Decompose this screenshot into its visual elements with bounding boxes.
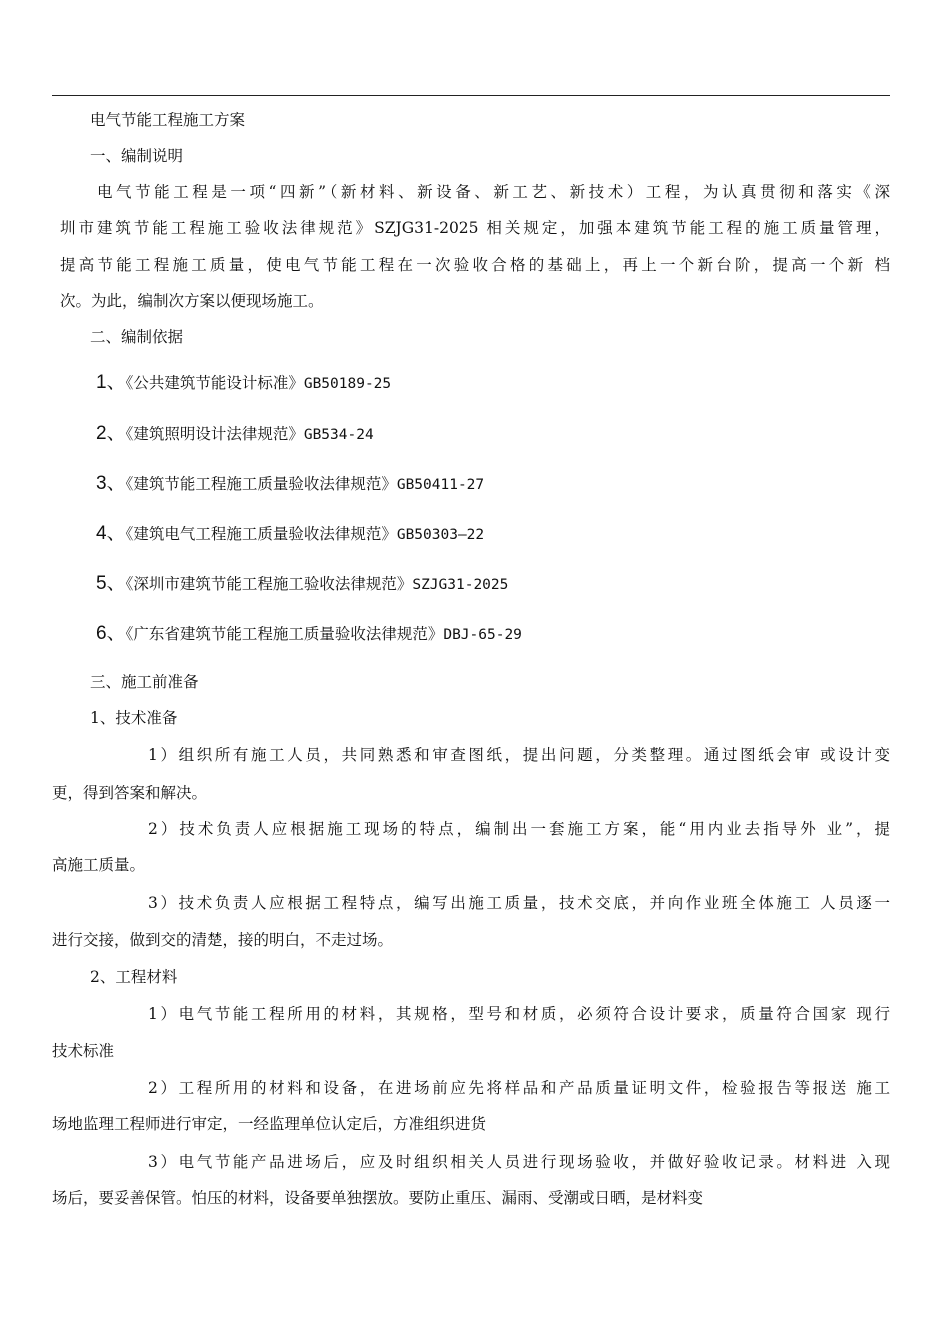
basis-item-title: 《建筑电气工程施工质量验收法律规范》 — [125, 525, 397, 543]
basis-item-code: GB50189-25 — [303, 376, 392, 392]
basis-item-code: DBJ-65-29 — [443, 627, 522, 643]
paragraph-line: 更，得到答案和解决。 — [52, 784, 208, 802]
basis-item-code: GB50411-27 — [396, 477, 485, 493]
basis-item-title: 《广东省建筑节能工程施工质量验收法律规范》 — [125, 625, 444, 643]
basis-item — [96, 574, 508, 595]
basis-item-title: 《建筑照明设计法律规范》 — [125, 425, 304, 443]
basis-item — [96, 524, 484, 545]
section-1-line-3: 提高节能工程施工质量，使电气节能工程在一次验收合格的基础上，再上一个新台阶，提高一个新 档 — [60, 256, 890, 274]
paragraph-line: 场地监理工程师进行审定，一经监理单位认定后，方准组织进货 — [52, 1115, 487, 1133]
paragraph-line: 高施工质量。 — [52, 856, 146, 874]
paragraph-line: 1）电气节能工程所用的材料，其规格，型号和材质，必须符合设计要求，质量符合国家 现行 — [148, 1005, 890, 1023]
paragraph-line: 2）工程所用的材料和设备，在进场前应先将样品和产品质量证明文件，检验报告等报送 施工 — [148, 1079, 890, 1097]
subsection-heading: 2、工程材料 — [90, 968, 178, 986]
section-3-heading: 三、施工前准备 — [90, 673, 199, 691]
section-1-line-2: 圳市建筑节能工程施工验收法律规范》SZJG31-2025 相关规定，加强本建筑节能工程的施工质量管理， — [60, 219, 890, 237]
paragraph-line: 3）电气节能产品进场后，应及时组织相关人员进行现场验收，并做好验收记录。材料进 入现 — [148, 1153, 890, 1171]
document-title: 电气节能工程施工方案 — [90, 111, 246, 129]
paragraph-line: 进行交接，做到交的清楚，接的明白，不走过场。 — [52, 931, 394, 949]
section-1-line-4: 次。为此，编制次方案以便现场施工。 — [60, 292, 324, 310]
subsection-heading: 1、技术准备 — [90, 709, 178, 727]
paragraph-line: 1）组织所有施工人员，共同熟悉和审查图纸，提出问题，分类整理。通过图纸会审 或设计变 — [148, 746, 890, 764]
basis-item-number: 4、 — [96, 523, 126, 544]
paragraph-line: 3）技术负责人应根据工程特点，编写出施工质量，技术交底，并向作业班全体施工 人员逐一 — [148, 894, 890, 912]
basis-item-title: 《建筑节能工程施工质量验收法律规范》 — [125, 475, 397, 493]
paragraph-line: 2）技术负责人应根据施工现场的特点，编制出一套施工方案，能“用内业去指导外 业”，提 — [148, 820, 890, 838]
basis-item-code: GB50303—22 — [396, 527, 485, 543]
section-1-line-1: 电气节能工程是一项“四新”（新材料、新设备、新工艺、新技术）工程，为认真贯彻和落实《深 — [97, 183, 890, 201]
basis-item-number: 6、 — [96, 623, 126, 644]
section-2-heading: 二、编制依据 — [90, 328, 184, 346]
basis-item-number: 1、 — [96, 372, 126, 393]
basis-item — [96, 474, 484, 495]
basis-item-number: 3、 — [96, 473, 126, 494]
basis-item-number: 5、 — [96, 573, 126, 594]
basis-item — [96, 373, 391, 394]
section-1-heading: 一、编制说明 — [90, 147, 184, 165]
paragraph-line: 技术标准 — [52, 1042, 115, 1060]
basis-item — [96, 624, 522, 645]
basis-item — [96, 424, 374, 445]
basis-item-title: 《公共建筑节能设计标准》 — [125, 374, 304, 392]
basis-item-title: 《深圳市建筑节能工程施工验收法律规范》 — [125, 575, 413, 593]
header-rule — [52, 95, 890, 96]
basis-item-code: SZJG31-2025 — [412, 577, 509, 593]
paragraph-line: 场后，要妥善保管。怕压的材料，设备要单独摆放。要防止重压、漏雨、受潮或日晒，是材料变 — [52, 1189, 704, 1207]
basis-item-code: GB534-24 — [303, 427, 374, 443]
basis-item-number: 2、 — [96, 423, 126, 444]
